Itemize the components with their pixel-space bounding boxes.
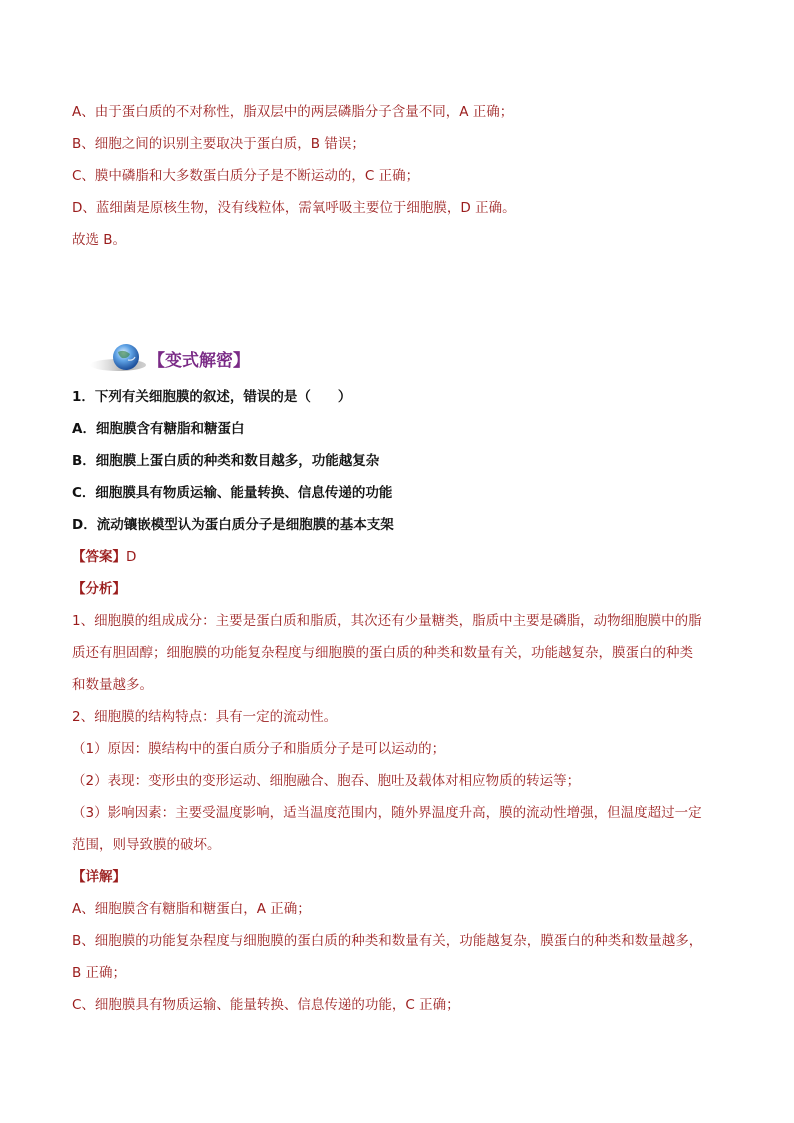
intro-line: D、蓝细菌是原核生物，没有线粒体，需氧呼吸主要位于细胞膜，D 正确。 [72, 200, 516, 216]
intro-line: B、细胞之间的识别主要取决于蛋白质，B 错误； [72, 136, 365, 152]
detail-line: B、细胞膜的功能复杂程度与细胞膜的蛋白质的种类和数量有关，功能越复杂，膜蛋白的种类和数量越多， [72, 933, 703, 949]
answer-row [72, 548, 136, 566]
analysis-line: 和数量越多。 [72, 677, 153, 693]
section-title: 【变式解密】 [148, 351, 250, 371]
analysis-line: 范围，则导致膜的破坏。 [72, 837, 221, 853]
analysis-line: 2、细胞膜的结构特点：具有一定的流动性。 [72, 709, 338, 725]
analysis-line: 1、细胞膜的组成成分：主要是蛋白质和脂质，其次还有少量糖类，脂质中主要是磷脂，动物细胞膜中的脂 [72, 613, 702, 629]
analysis-line: （2）表现：变形虫的变形运动、细胞融合、胞吞、胞吐及载体对相应物质的转运等； [72, 773, 581, 789]
analysis-line: 质还有胆固醇；细胞膜的功能复杂程度与细胞膜的蛋白质的种类和数量有关，功能越复杂，膜蛋白的种类 [72, 645, 693, 661]
intro-line: 故选 B。 [72, 232, 127, 248]
intro-line: C、膜中磷脂和大多数蛋白质分子是不断运动的，C 正确； [72, 168, 420, 184]
analysis-line: （1）原因：膜结构中的蛋白质分子和脂质分子是可以运动的； [72, 741, 446, 757]
detail-line: C、细胞膜具有物质运输、能量转换、信息传递的功能，C 正确； [72, 997, 460, 1013]
section-header [88, 340, 298, 376]
intro-line: A、由于蛋白质的不对称性，脂双层中的两层磷脂分子含量不同，A 正确； [72, 104, 514, 120]
analysis-line: （3）影响因素：主要受温度影响，适当温度范围内，随外界温度升高，膜的流动性增强，但温度超过一定 [72, 805, 702, 821]
analysis-label: 【分析】 [72, 581, 126, 597]
question-stem: 1．下列有关细胞膜的叙述，错误的是（ ） [72, 389, 352, 405]
answer-value: D [126, 549, 137, 565]
detail-line: B 正确； [72, 965, 127, 981]
detail-label: 【详解】 [72, 869, 126, 885]
option-b: B．细胞膜上蛋白质的种类和数目越多，功能越复杂 [72, 453, 380, 469]
answer-label: 【答案】 [72, 549, 126, 565]
option-d: D．流动镶嵌模型认为蛋白质分子是细胞膜的基本支架 [72, 517, 394, 533]
option-c: C．细胞膜具有物质运输、能量转换、信息传递的功能 [72, 485, 393, 501]
detail-line: A、细胞膜含有糖脂和糖蛋白，A 正确； [72, 901, 311, 917]
option-a: A．细胞膜含有糖脂和糖蛋白 [72, 421, 245, 437]
